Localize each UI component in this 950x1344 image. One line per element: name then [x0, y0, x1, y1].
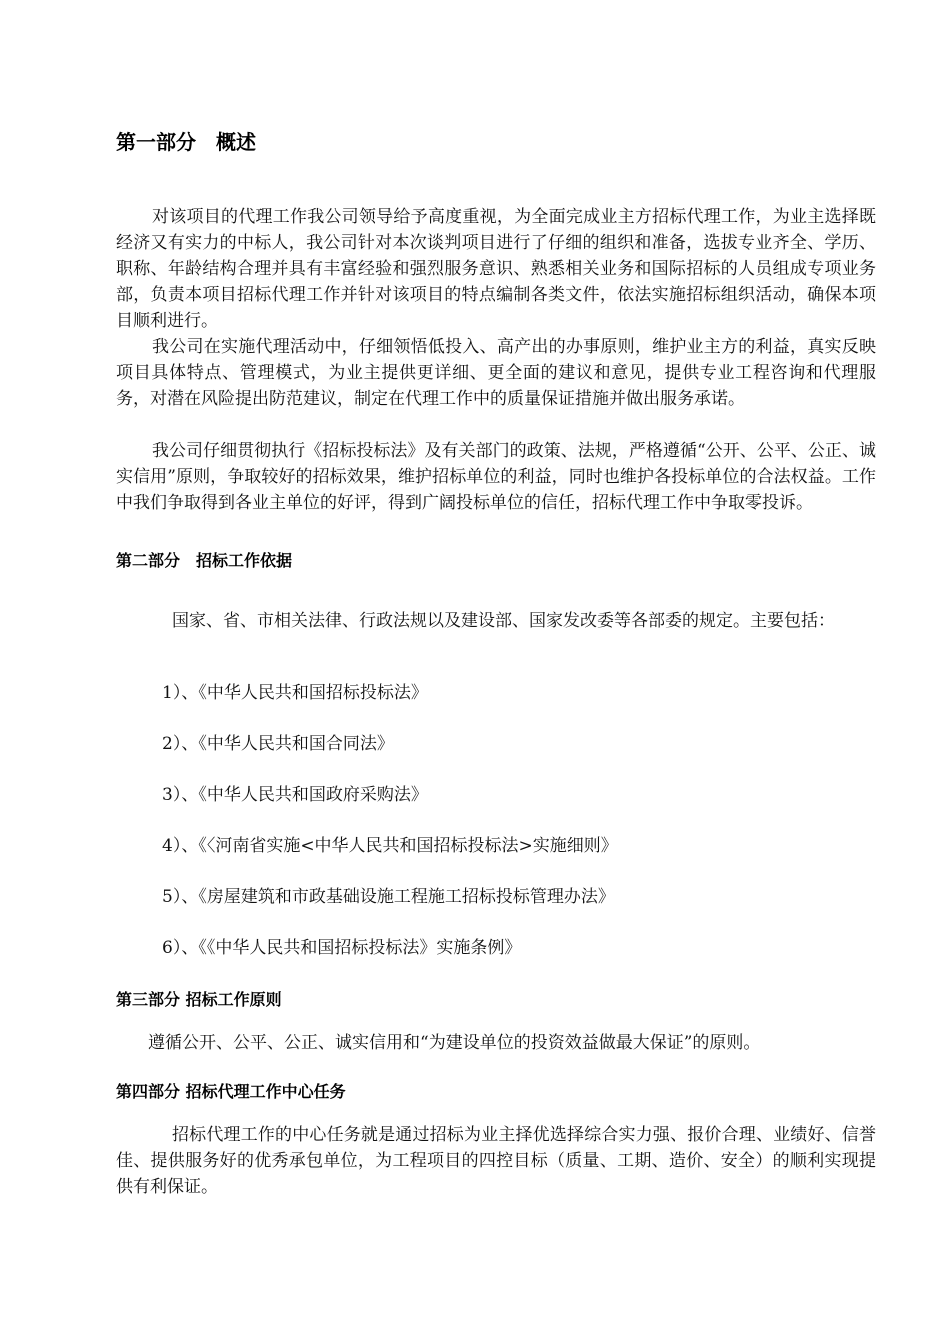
- part1-paragraph-2: 我公司在实施代理活动中，仔细领悟低投入、高产出的办事原则，维护业主方的利益，真实反映项目具体特点、管理模式，为业主提供更详细、更全面的建议和意见，提供专业工程咨询和代理服务，对潜在风险提出防范建议，制定在代理工作中的质量保证措施并做出服务承诺。: [116, 337, 876, 409]
- part4-text: 招标代理工作的中心任务就是通过招标为业主择优选择综合实力强、报价合理、业绩好、信誉佳、提供服务好的优秀承包单位，为工程项目的四控目标（质量、工期、造价、安全）的顺利实现提供有利保证。: [116, 1125, 876, 1197]
- list-item: 3）、《中华人民共和国政府采购法》: [162, 785, 428, 805]
- list-item: 1）、《中华人民共和国招标投标法》: [162, 683, 428, 703]
- part2-heading: 第二部分 招标工作依据: [116, 551, 293, 570]
- list-item: 4）、《〈河南省实施<中华人民共和国招标投标法>实施细则》: [162, 836, 618, 856]
- part1-paragraph-1: 对该项目的代理工作我公司领导给予高度重视，为全面完成业主方招标代理工作，为业主选择既经济又有实力的中标人，我公司针对本次谈判项目进行了仔细的组织和准备，选拔专业齐全、学历、职称、年龄结构合理并具有丰富经验和强烈服务意识、熟悉相关业务和国际招标的人员组成专项业务部，负责本项目招标代理工作并针对该项目的特点编制各类文件，依法实施招标组织活动，确保本项目顺利进行。: [116, 207, 876, 331]
- part3-heading: 第三部分 招标工作原则: [116, 990, 282, 1009]
- part3-text: 遵循公开、公平、公正、诚实信用和“为建设单位的投资效益做最大保证”的原则。: [148, 1033, 761, 1053]
- list-item: 2）、《中华人民共和国合同法》: [162, 734, 394, 754]
- part1-paragraph-3: 我公司仔细贯彻执行《招标投标法》及有关部门的政策、法规，严格遵循“公开、公平、公正、诚实信用”原则，争取较好的招标效果，维护招标单位的利益，同时也维护各投标单位的合法权益。工作中我们争取得到各业主单位的好评，得到广阔投标单位的信任，招标代理工作中争取零投诉。: [116, 441, 876, 513]
- part4-heading: 第四部分 招标代理工作中心任务: [116, 1082, 346, 1101]
- list-item: 6）、《《中华人民共和国招标投标法》实施条例》: [162, 938, 522, 958]
- part2-intro: 国家、省、市相关法律、行政法规以及建设部、国家发改委等各部委的规定。主要包括：: [172, 611, 835, 631]
- list-item: 5）、《房屋建筑和市政基础设施工程施工招标投标管理办法》: [162, 887, 615, 907]
- part1-heading: 第一部分 概述: [116, 130, 256, 154]
